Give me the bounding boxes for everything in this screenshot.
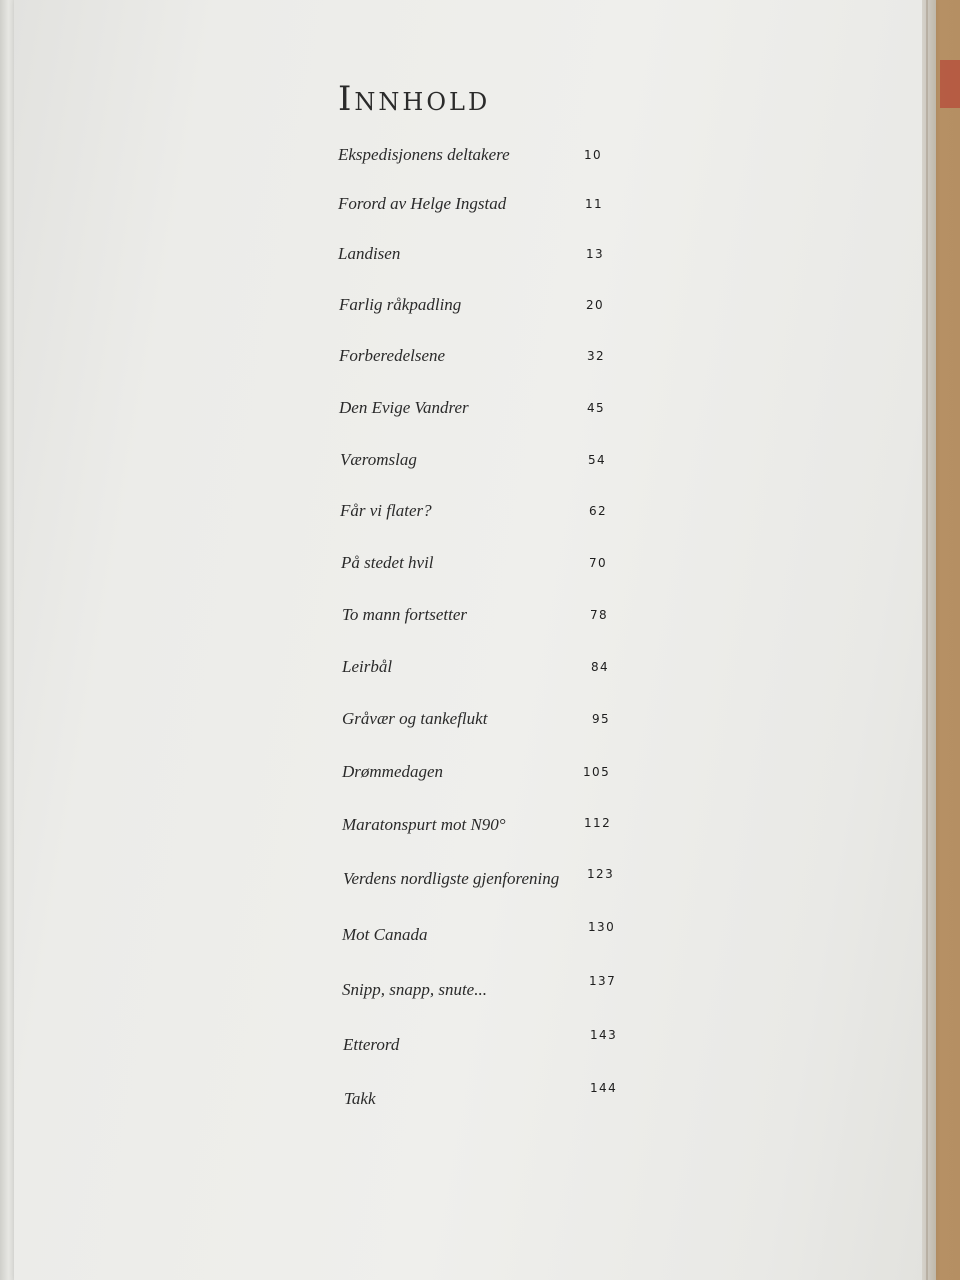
chapter-title: Farlig råkpadling — [339, 295, 462, 314]
chapter-title: To mann fortsetter — [342, 605, 468, 624]
toc-entry — [339, 290, 639, 320]
chapter-title: Landisen — [338, 244, 401, 263]
chapter-title: Mot Canada — [342, 925, 428, 944]
chapter-title: Leirbål — [342, 657, 393, 676]
chapter-title: Snipp, snapp, snute... — [342, 980, 487, 999]
chapter-title: Maratonspurt mot N90° — [342, 815, 506, 834]
toc-entry — [339, 393, 639, 423]
page-number: 112 — [584, 816, 612, 830]
toc-entry — [342, 757, 642, 787]
toc-entry — [340, 445, 640, 475]
page-number: 78 — [590, 608, 609, 622]
page-number: 70 — [589, 556, 608, 570]
toc-entry — [341, 548, 641, 578]
page-number: 11 — [585, 197, 604, 211]
page-number: 95 — [592, 712, 611, 726]
chapter-title: Takk — [344, 1089, 376, 1108]
chapter-title: Væromslag — [340, 450, 417, 469]
page-number: 54 — [588, 453, 607, 467]
toc-entry — [344, 1081, 644, 1114]
toc-entry — [339, 341, 639, 371]
toc-heading: Innhold — [338, 79, 491, 119]
page-number: 105 — [583, 765, 611, 779]
toc-entry — [338, 239, 638, 269]
toc-entry — [342, 810, 642, 840]
toc-entry — [343, 864, 643, 894]
chapter-title: Forord av Helge Ingstad — [338, 194, 507, 213]
toc-entry — [342, 975, 642, 1005]
page-number: 20 — [586, 298, 605, 312]
toc-entry — [340, 496, 640, 526]
chapter-title: Verdens nordligste gjenforening — [343, 869, 560, 888]
chapter-title: På stedet hvil — [341, 553, 434, 572]
toc-entry — [342, 652, 642, 682]
chapter-title: Får vi flater? — [340, 501, 432, 520]
toc-entry — [338, 140, 638, 170]
page-number: 32 — [587, 349, 606, 363]
page-number: 123 — [587, 867, 615, 881]
chapter-title: Drømmedagen — [342, 762, 444, 781]
toc-entry — [343, 1030, 643, 1060]
page-number: 45 — [587, 401, 606, 415]
page-number: 130 — [588, 920, 616, 934]
page-number: 144 — [590, 1081, 618, 1095]
toc-entry — [342, 600, 642, 630]
chapter-title: Etterord — [343, 1035, 400, 1054]
page-number: 143 — [590, 1028, 618, 1042]
page-number: 10 — [584, 148, 603, 162]
page-number: 62 — [589, 504, 608, 518]
toc-entry — [342, 704, 642, 734]
chapter-title: Den Evige Vandrer — [339, 398, 469, 417]
page-number: 137 — [589, 974, 617, 988]
toc-entry — [338, 189, 638, 219]
toc-entry — [342, 920, 642, 950]
page-number: 84 — [591, 660, 610, 674]
chapter-title: Forberedelsene — [339, 346, 446, 365]
chapter-title: Ekspedisjonens deltakere — [338, 145, 510, 164]
chapter-title: Gråvær og tankeflukt — [342, 709, 488, 728]
page-number: 13 — [586, 247, 605, 261]
